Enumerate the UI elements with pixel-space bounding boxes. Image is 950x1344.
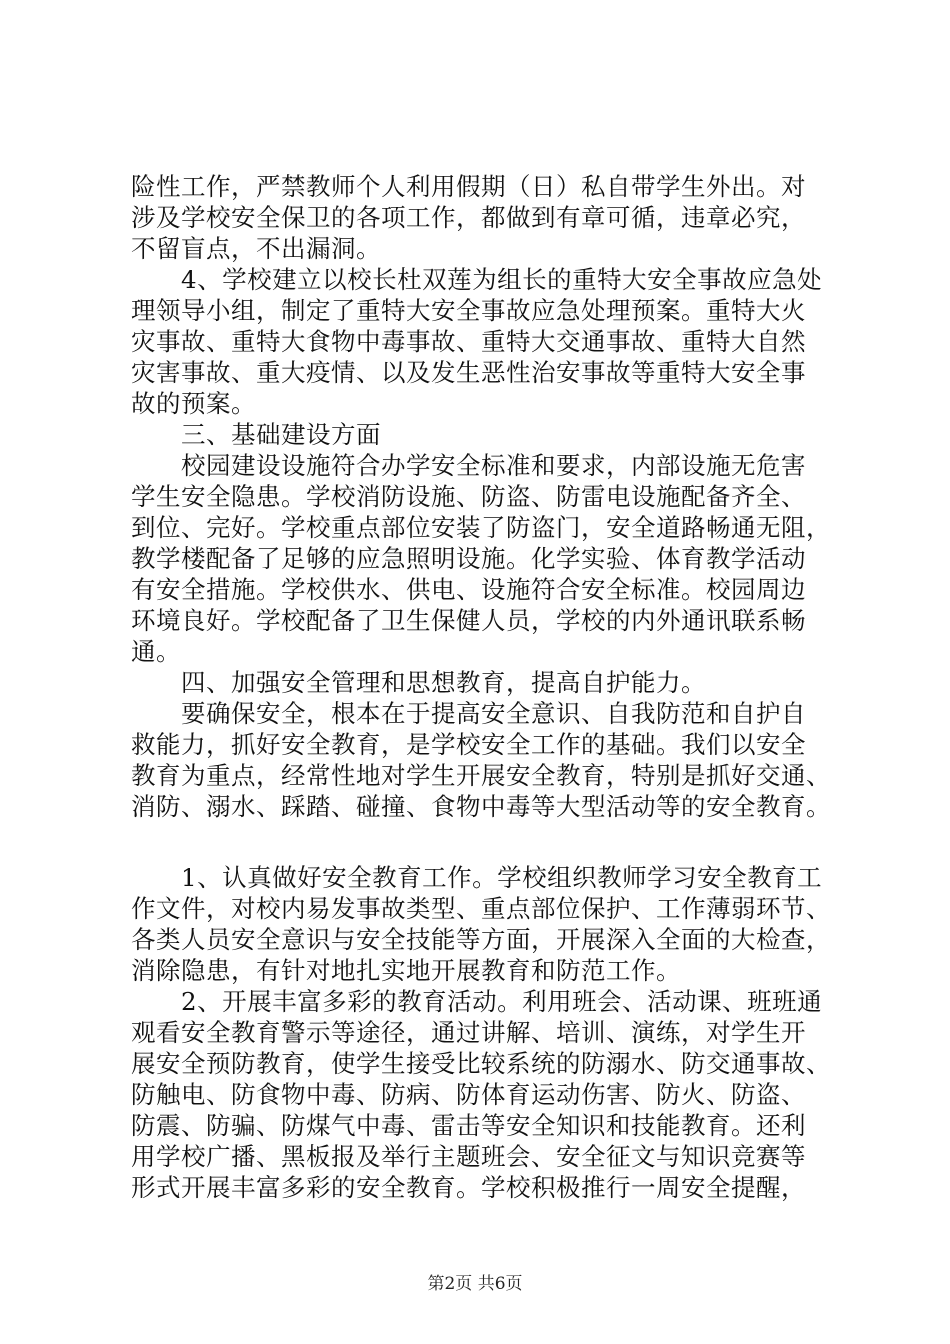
paragraph-gap <box>131 822 831 862</box>
text-line: 险性工作，严禁教师个人利用假期（日）私自带学生外出。对 <box>131 172 806 201</box>
text-line: 环境良好。学校配备了卫生保健人员，学校的内外通讯联系畅 <box>131 606 806 635</box>
page-number-footer: 第2页 共6页 <box>427 1274 523 1294</box>
text-line: 学生安全隐患。学校消防设施、防盗、防雷电设施配备齐全、 <box>131 482 806 511</box>
text-line: 理领导小组，制定了重特大安全事故应急处理预案。重特大火 <box>131 296 806 325</box>
section-heading: 四、加强安全管理和思想教育，提高自护能力。 <box>131 668 706 697</box>
document-body <box>131 171 831 1203</box>
text-line: 有安全措施。学校供水、供电、设施符合安全标准。校园周边 <box>131 575 806 604</box>
text-line: 作文件，对校内易发事故类型、重点部位保护、工作薄弱环节、 <box>131 894 831 923</box>
text-line: 展安全预防教育，使学生接受比较系统的防溺水、防交通事故、 <box>131 1049 831 1078</box>
text-line: 2、开展丰富多彩的教育活动。利用班会、活动课、班班通 <box>131 987 823 1016</box>
text-line: 4、学校建立以校长杜双莲为组长的重特大安全事故应急处 <box>131 265 823 294</box>
text-line: 观看安全教育警示等途径，通过讲解、培训、演练，对学生开 <box>131 1018 806 1047</box>
text-line: 教学楼配备了足够的应急照明设施。化学实验、体育教学活动 <box>131 544 806 573</box>
text-line: 消除隐患，有针对地扎实地开展教育和防范工作。 <box>131 956 681 985</box>
text-line: 到位、完好。学校重点部位安装了防盗门，安全道路畅通无阻， <box>131 513 831 542</box>
text-line: 用学校广播、黑板报及举行主题班会、安全征文与知识竞赛等 <box>131 1142 806 1171</box>
text-line: 防震、防骗、防煤气中毒、雷击等安全知识和技能教育。还利 <box>131 1111 806 1140</box>
text-line: 故的预案。 <box>131 389 256 418</box>
text-line: 教育为重点，经常性地对学生开展安全教育，特别是抓好交通、 <box>131 761 831 790</box>
text-line: 涉及学校安全保卫的各项工作，都做到有章可循，违章必究， <box>131 203 806 232</box>
text-line: 灾害事故、重大疫情、以及发生恶性治安事故等重特大安全事 <box>131 358 806 387</box>
text-line: 不留盲点，不出漏洞。 <box>131 234 381 263</box>
text-line: 1、认真做好安全教育工作。学校组织教师学习安全教育工 <box>131 863 823 892</box>
text-line: 消防、溺水、踩踏、碰撞、食物中毒等大型活动等的安全教育。 <box>131 792 831 821</box>
text-line: 灾事故、重特大食物中毒事故、重特大交通事故、重特大自然 <box>131 327 806 356</box>
text-line: 防触电、防食物中毒、防病、防体育运动伤害、防火、防盗、 <box>131 1080 806 1109</box>
text-line: 要确保安全，根本在于提高安全意识、自我防范和自护自 <box>131 699 806 728</box>
text-line: 通。 <box>131 637 181 666</box>
text-line: 各类人员安全意识与安全技能等方面，开展深入全面的大检查， <box>131 925 831 954</box>
text-line: 救能力，抓好安全教育，是学校安全工作的基础。我们以安全 <box>131 730 806 759</box>
text-line: 校园建设设施符合办学安全标准和要求，内部设施无危害 <box>131 451 806 480</box>
section-heading: 三、基础建设方面 <box>131 420 381 449</box>
text-line: 形式开展丰富多彩的安全教育。学校积极推行一周安全提醒， <box>131 1173 806 1202</box>
